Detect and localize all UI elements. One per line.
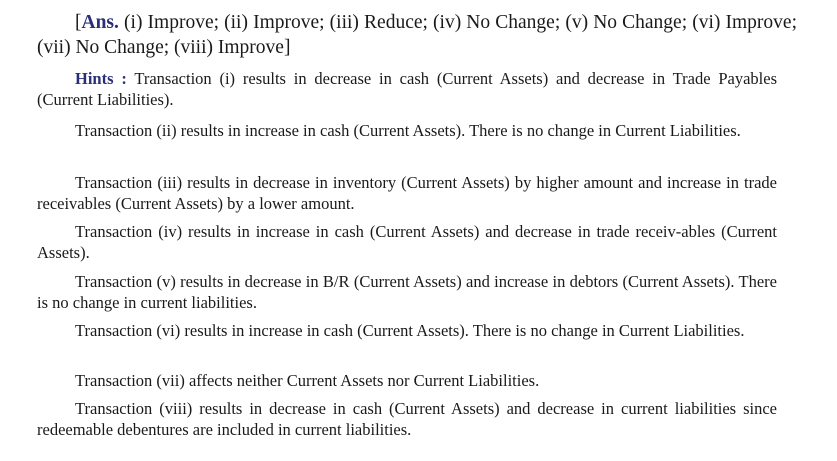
hint-paragraph-1 — [37, 68, 777, 110]
hint-paragraph-7 — [37, 370, 777, 391]
hint-paragraph-4 — [37, 221, 777, 263]
hint-paragraph-8 — [37, 398, 777, 440]
hint-paragraph-2 — [37, 120, 777, 141]
hint-text: Transaction (iii) results in decrease in inventory (Current Assets) by higher amount and increase in trade receivables (Current Assets) by a lower amount. — [37, 173, 777, 213]
hint-text: Transaction (v) results in decrease in B/R (Current Assets) and increase in debtors (Current Assets). There is no change in current liabilities. — [37, 272, 777, 312]
hint-text: Transaction (ii) results in increase in cash (Current Assets). There is no change in Current Liabilities. — [75, 121, 741, 140]
hint-text: Transaction (vii) affects neither Current Assets nor Current Liabilities. — [75, 371, 540, 390]
hint-text: Transaction (i) results in decrease in cash (Current Assets) and decrease in Trade Payables (Current Liabilities). — [37, 69, 777, 109]
hint-paragraph-3 — [37, 172, 777, 214]
answer-label: Ans. — [81, 12, 119, 33]
answer-block — [37, 10, 797, 60]
answer-open-bracket: [ — [75, 12, 82, 33]
hint-paragraph-6 — [37, 320, 777, 341]
hint-text: Transaction (vi) results in increase in cash (Current Assets). There is no change in Current Liabilities. — [75, 321, 745, 340]
hint-paragraph-5 — [37, 271, 777, 313]
answer-text: (i) Improve; (ii) Improve; (iii) Reduce; (iv) No Change; (v) No Change; (vi) Improve; (vii) No Change; (viii) Improve] — [37, 12, 797, 58]
hint-text: Transaction (viii) results in decrease in cash (Current Assets) and decrease in current liabilities since redeemable debentures are included in current liabilities. — [37, 399, 777, 439]
hints-label: Hints : — [75, 69, 127, 88]
hint-text: Transaction (iv) results in increase in cash (Current Assets) and decrease in trade receiv-ables (Current Assets). — [37, 222, 777, 262]
